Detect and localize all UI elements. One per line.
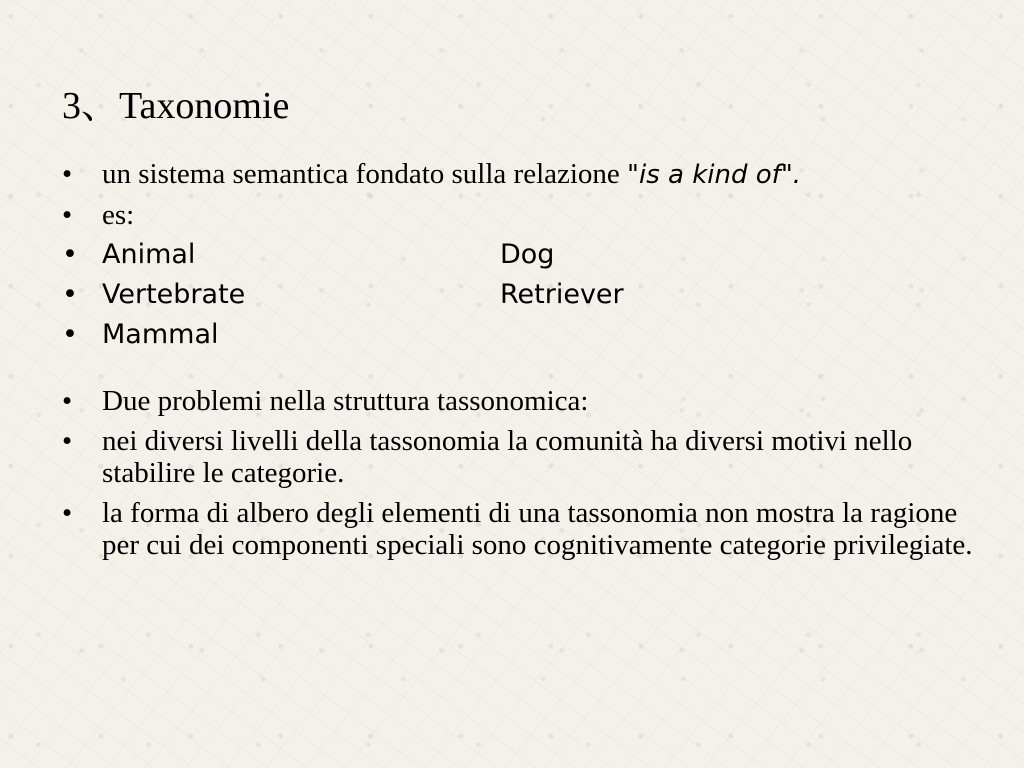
slide-title: 3、Taxonomie (62, 85, 290, 127)
definition-quote: "is a kind of". (627, 160, 802, 190)
example-left: Mammal (102, 319, 219, 350)
example-right: Dog (500, 239, 555, 270)
definition-bullet (60, 158, 980, 191)
example-row (60, 319, 980, 351)
example-right: Retriever (500, 279, 624, 310)
example-left: Vertebrate (102, 279, 246, 310)
bullet-marker: • (62, 425, 73, 457)
small-bullet-marker: • (62, 239, 78, 270)
definition-text: un sistema semantica fondato sulla relazione (102, 158, 628, 190)
problem-bullet (60, 497, 980, 561)
example-row (60, 239, 980, 271)
bullet-marker: • (62, 497, 73, 529)
problem-bullet (60, 425, 980, 489)
small-bullet-marker: • (62, 319, 78, 350)
example-left: Animal (102, 239, 196, 270)
problems-heading-bullet (60, 385, 980, 417)
problems-heading: Due problemi nella struttura tassonomica: (102, 385, 589, 417)
bullet-marker: • (62, 199, 73, 231)
small-bullet-marker: • (62, 279, 78, 310)
example-row (60, 279, 980, 311)
problem-text: nei diversi livelli della tassonomia la comunità ha diversi motivi nello stabilire le categorie. (102, 425, 913, 489)
bullet-marker: • (62, 158, 73, 190)
example-label: es: (102, 199, 135, 231)
bullet-marker: • (62, 385, 73, 417)
problem-text: la forma di albero degli elementi di una tassonomia non mostra la ragione per cui dei componenti speciali sono cognitivamente categorie privilegiate. (102, 497, 973, 561)
bullet-list (60, 158, 980, 561)
example-label-bullet (60, 199, 980, 231)
